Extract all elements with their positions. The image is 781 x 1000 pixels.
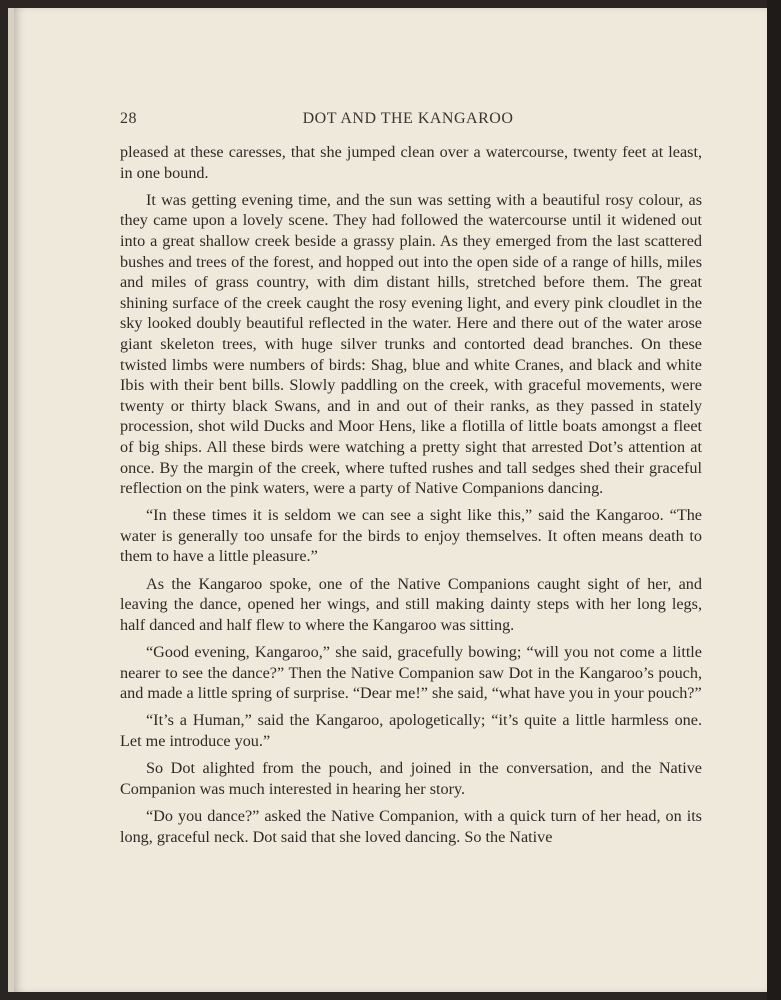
- paragraph: “It’s a Human,” said the Kangaroo, apologetically; “it’s quite a little harmless one. Let me introduce you.”: [120, 711, 702, 750]
- running-title: DOT AND THE KANGAROO: [302, 110, 514, 127]
- running-header: [112, 110, 704, 132]
- paragraph: “Good evening, Kangaroo,” she said, gracefully bowing; “will you not come a little nearer to see the dance?” Then the Native Companion saw Dot in the Kangaroo’s pouch, and made a little spring of surprise. “Dear me!” she said, “what have you in your pouch?”: [120, 643, 702, 703]
- page-edge: [767, 0, 781, 1000]
- body-text: [120, 142, 702, 854]
- paragraph: “Do you dance?” asked the Native Companion, with a quick turn of her head, on its long, graceful neck. Dot said that she loved dancing. So the Native: [120, 806, 702, 846]
- paragraph: It was getting evening time, and the sun was setting with a beautiful rosy colour, as they came upon a lovely scene. They had followed the watercourse until it widened out into a great shallow creek beside a grassy plain. As they emerged from the last scattered bushes and trees of the forest, and hopped out into the open side of a range of hills, miles and miles of grass country, with dim distant hills, stretched before them. The great shining surface of the creek caught the rosy evening light, and every pink cloudlet in the sky looked doubly beautiful reflected in the water. Here and there out of the water arose giant skeleton trees, with huge silver trunks and contorted dead branches. On these twisted limbs were numbers of birds: Shag, blue and white Cranes, and black and white Ibis with their bent bills. Slowly paddling on the creek, with graceful movements, were twenty or thirty black Swans, and in and out of their ranks, as they passed in stately procession, shot wild Ducks and Moor Hens, like a flotilla of little boats amongst a fleet of big ships. All these birds were watching a pretty sight that arrested Dot’s attention at once. By the margin of the creek, where tufted rushes and tall sedges shed their graceful reflection on the pink waters, were a party of Native Companions dancing.: [120, 190, 702, 498]
- page-number: 28: [120, 110, 137, 127]
- paragraph: pleased at these caresses, that she jumped clean over a watercourse, twenty feet at least, in one bound.: [120, 143, 702, 182]
- paragraph: As the Kangaroo spoke, one of the Native Companions caught sight of her, and leaving the dance, opened her wings, and still making dainty steps with her long legs, half danced and half flew to where the Kangaroo was sitting.: [120, 574, 702, 634]
- paragraph: “In these times it is seldom we can see a sight like this,” said the Kangaroo. “The water is generally too unsafe for the birds to enjoy themselves. It often means death to them to have a little pleasure.”: [120, 506, 702, 566]
- paragraph: So Dot alighted from the pouch, and joined in the conversation, and the Native Companion was much interested in hearing her story.: [120, 759, 702, 798]
